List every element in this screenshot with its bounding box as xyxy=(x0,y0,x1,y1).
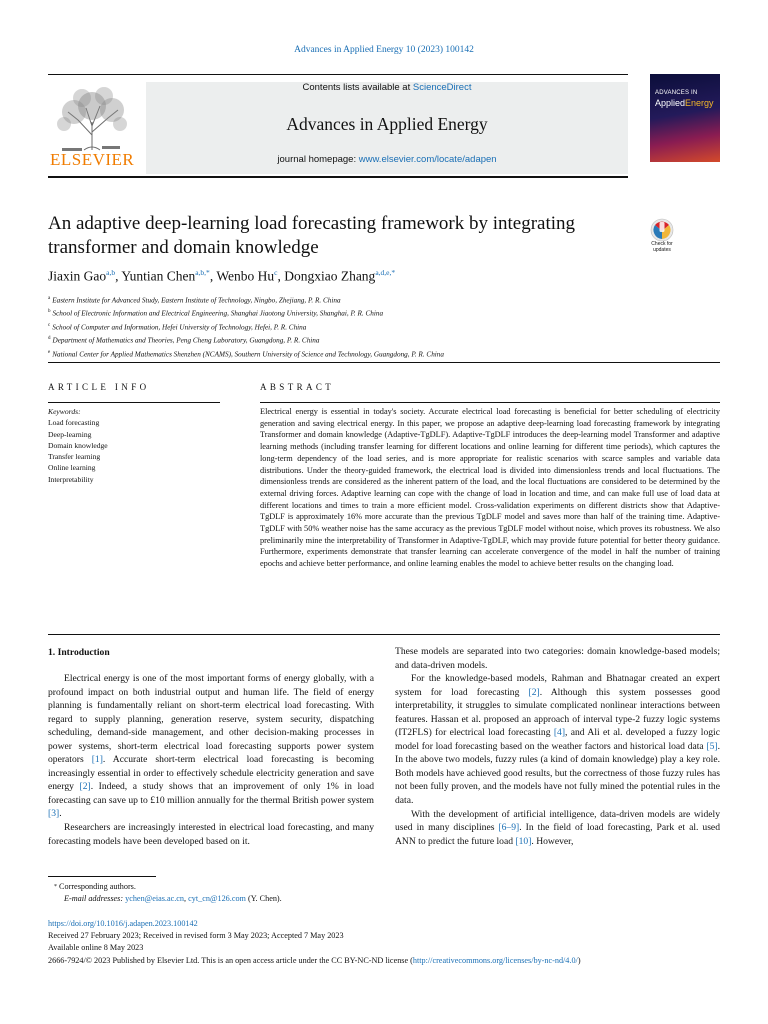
author-affiliation-marker[interactable]: c xyxy=(274,268,278,277)
affiliation-key: a xyxy=(48,296,51,301)
cover-title-line1: ADVANCES IN xyxy=(655,90,698,96)
corresponding-author-note: * Corresponding authors. xyxy=(54,882,136,891)
author-name[interactable]: Wenbo Hu xyxy=(216,268,275,284)
reference-link[interactable]: [5] xyxy=(706,740,718,752)
author-separator: , xyxy=(277,268,285,284)
body-text: . In the above two models, fuzzy rules (a kind of domain knowledge) play a key role. Both models have achieved good results, but the correctness of those fuzzy rules has not been fully proven, and the models have not fully mined the potential rules in the data. xyxy=(395,740,720,807)
body-text: Researchers are increasingly interested in electrical load forecasting, and many forecasting models have been developed based on it. xyxy=(48,822,374,847)
journal-homepage-line: journal homepage: www.elsevier.com/locate/adapen xyxy=(277,154,497,165)
author-name[interactable]: Jiaxin Gao xyxy=(48,268,107,284)
body-text: . However, xyxy=(531,835,574,847)
abstract-rule xyxy=(260,402,720,403)
author-name[interactable]: Dongxiao Zhang xyxy=(284,268,376,284)
abstract-end-rule xyxy=(48,634,720,635)
affiliation-text: School of Electronic Information and Electrical Engineering, Shanghai Jiaotong University, Shanghai, P. R. China xyxy=(52,309,384,318)
affiliation-item xyxy=(48,347,728,360)
journal-header xyxy=(48,74,720,176)
body-text: With the development of artificial intelligence, data-driven models are widely used in many disciplines xyxy=(395,808,720,834)
author-separator: , xyxy=(209,268,217,284)
body-text: . xyxy=(59,808,62,820)
author-affiliation-marker[interactable]: a,b,* xyxy=(195,268,210,277)
introduction-heading: 1. Introduction xyxy=(48,647,110,658)
abstract-heading: ABSTRACT xyxy=(260,382,335,392)
affiliation-key: e xyxy=(48,349,51,355)
affiliation-item xyxy=(48,306,728,319)
body-column-right xyxy=(395,645,720,848)
author-list xyxy=(48,268,395,285)
keyword-item: Deep-learning xyxy=(48,429,92,439)
reference-link[interactable]: [6–9] xyxy=(498,822,520,834)
journal-cover-image xyxy=(650,74,720,162)
received-dates: Received 27 February 2023; Received in revised form 3 May 2023; Accepted 7 May 2023 xyxy=(48,931,344,941)
body-paragraph xyxy=(48,821,374,848)
article-info-heading: ARTICLE INFO xyxy=(48,382,150,392)
crossmark-icon xyxy=(644,218,680,242)
keywords-block xyxy=(48,406,220,485)
affiliation-text: National Center for Applied Mathematics Shenzhen (NCAMS), Southern University of Science and Technology, Guangdong, P. R. China xyxy=(52,349,444,358)
reference-link[interactable]: [1] xyxy=(91,754,103,766)
section-rule xyxy=(48,362,720,363)
journal-header-box xyxy=(146,82,628,174)
license-line: 2666-7924/© 2023 Published by Elsevier Ltd. This is an open access article under the CC BY-NC-ND license (http://creativecommons.org/licenses/by-nc-nd/4.0/) xyxy=(48,955,581,965)
journal-citation[interactable]: Advances in Applied Energy 10 (2023) 100142 xyxy=(294,45,474,55)
journal-homepage-link[interactable]: www.elsevier.com/locate/adapen xyxy=(358,154,497,165)
affiliation-list xyxy=(48,293,728,360)
affiliation-text: School of Computer and Information, Hefei University of Technology, Hefei, P. R. China xyxy=(52,323,307,332)
affiliation-key: c xyxy=(48,322,51,328)
footnote-rule xyxy=(48,876,156,877)
elsevier-wordmark: ELSEVIER xyxy=(50,150,135,169)
affiliation-text: Department of Mathematics and Theories, Peng Cheng Laboratory, Guangdong, P. R. China xyxy=(52,336,320,345)
body-text: These models are separated into two categories: domain knowledge-based models; and data-driven models. xyxy=(395,646,720,671)
article-info-rule xyxy=(48,402,220,403)
body-column-left xyxy=(48,672,374,848)
affiliation-text: Eastern Institute for Advanced Study, Eastern Institute of Technology, Ningbo, Zhejiang, P. R. China xyxy=(52,296,341,305)
keyword-item: Load forecasting xyxy=(48,418,100,428)
email-line: E-mail addresses: ychen@eias.ac.cn, cyt_cn@126.com (Y. Chen). xyxy=(64,894,282,904)
body-text: Electrical energy is one of the most important forms of energy globally, with a profound impact on both industrial output and human life. The field of energy planning is fundamentally reliant on short-term electrical load forecasting. With regard to supply planning, generation reserve, system security, dispatching scheduling, demand-side management, and other decision-making processes in power systems, short-term electrical load forecasting supports power system operators xyxy=(48,673,374,766)
reference-link[interactable]: [3] xyxy=(48,808,60,820)
reference-link[interactable]: [2] xyxy=(528,686,540,698)
body-text: . In the field of load forecasting, Park et al. used ANN to predict the future load xyxy=(395,822,720,847)
doi-link[interactable]: https://doi.org/10.1016/j.adapen.2023.100142 xyxy=(48,919,198,928)
cover-title-line2: AppliedEnergy xyxy=(655,98,714,108)
available-online-date: Available online 8 May 2023 xyxy=(48,943,144,953)
affiliation-item xyxy=(48,320,728,333)
affiliation-item xyxy=(48,293,728,306)
email-link-2[interactable]: cyt_cn@126.com xyxy=(188,894,246,904)
email-link-1[interactable]: ychen@eias.ac.cn xyxy=(125,894,185,904)
keyword-item: Domain knowledge xyxy=(48,440,108,450)
author-separator: , xyxy=(115,268,122,284)
body-text: . Accurate short-term electrical load forecasting is becoming increasingly essential in order to effectively schedule electricity generation and save energy xyxy=(48,754,374,793)
affiliation-item xyxy=(48,333,728,346)
footnote xyxy=(48,881,408,906)
author-affiliation-marker[interactable]: a,d,e,* xyxy=(375,268,396,277)
article-title: An adaptive deep-learning load forecasting framework by integrating transformer and domain knowledge xyxy=(48,213,576,258)
author-name[interactable]: Yuntian Chen xyxy=(121,268,196,284)
body-paragraph xyxy=(395,808,720,849)
body-text: . Although this system possesses good interpretability, it struggles to simulate complicated nonlinear interactions between features. Hassan et al. proposed an approach of interval type-2 fuzzy logic systems (IT2FLS) for electrical load forecasting xyxy=(395,686,720,739)
keywords-label: Keywords: xyxy=(48,407,81,416)
reference-link[interactable]: [4] xyxy=(553,727,566,739)
keywords-list xyxy=(48,417,220,485)
license-link[interactable]: http://creativecommons.org/licenses/by-nc-nd/4.0/ xyxy=(412,955,578,965)
affiliation-key: d xyxy=(48,336,51,342)
keyword-item: Interpretability xyxy=(48,474,94,484)
sciencedirect-link[interactable]: ScienceDirect xyxy=(412,82,472,93)
keyword-item: Online learning xyxy=(48,463,96,473)
article-metadata xyxy=(48,918,728,967)
body-text: . Indeed, a study shows that an improvement of only 1% in load forecasting can save up to £10 million annually for the thermal British power system xyxy=(48,781,374,806)
header-bottom-rule xyxy=(48,176,628,178)
keyword-item: Transfer learning xyxy=(48,452,101,462)
journal-title: Advances in Applied Energy xyxy=(286,114,488,134)
affiliation-key: b xyxy=(48,309,51,315)
body-text: For the knowledge-based models, Rahman and Bhatnagar created an expert system for load forecasting xyxy=(395,673,720,698)
body-paragraph xyxy=(395,672,720,807)
author-affiliation-marker[interactable]: a,b xyxy=(106,268,116,277)
abstract-text: Electrical energy is essential in today's society. Accurate electrical load forecasting is beneficial for better scheduling of electricity generation and saving electrical energy. In this paper, we propose an adaptive deep-learning load forecasting framework by integrating Transformer and domain knowledge (Adaptive-TgDLF). Adaptive-TgDLF introduces the deep-learning model Transformer and adaptive learning methods (including transfer learning for different locations and online learning for different time periods), which captures the long-term dependency of the load series, and is more appropriate for realistic scenarios with scarce samples and variable data distributions. Under the theory-guided framework, the electrical load is divided into dimensionless trends and local fluctuations. The dimensionless trends are considered as the inherent pattern of the load, and the local fluctuations are considered to be determined by the external driving forces. Adaptive learning can cope with the change of load in location and time, and can make full use of load data at different locations and times to train a more efficient model. Cross-validation experiments on different districts show that Adaptive-TgDLF is approximately 16% more accurate than the previous TgDLF model and saves more than half of the training time. Adaptive-TgDLF with 50% weather noise has the same accuracy as the previous TgDLF model without noise, which proves its robustness. We also preliminarily mine the interpretability of Transformer in Adaptive-TgDLF, which may provide future potential for better theory guidance. Furthermore, experiments demonstrate that transfer learning can accelerate convergence of the model in half the number of training epochs and achieve better performance, and online learning enables the model to achieve better results on the changing load. xyxy=(260,407,720,569)
reference-link[interactable]: [2] xyxy=(79,781,91,793)
check-for-updates-badge[interactable] xyxy=(644,218,680,258)
body-paragraph xyxy=(48,672,374,821)
contents-available-line: Contents lists available at ScienceDirect xyxy=(302,82,472,93)
reference-link[interactable]: [10] xyxy=(515,835,532,847)
header-top-rule xyxy=(48,74,628,75)
body-text: , and Ali et al. developed a fuzzy logic model for load forecasting based on the weather factors and historical load data xyxy=(395,727,720,752)
crossmark-label: Check for updates xyxy=(651,241,673,253)
body-paragraph xyxy=(395,645,720,672)
